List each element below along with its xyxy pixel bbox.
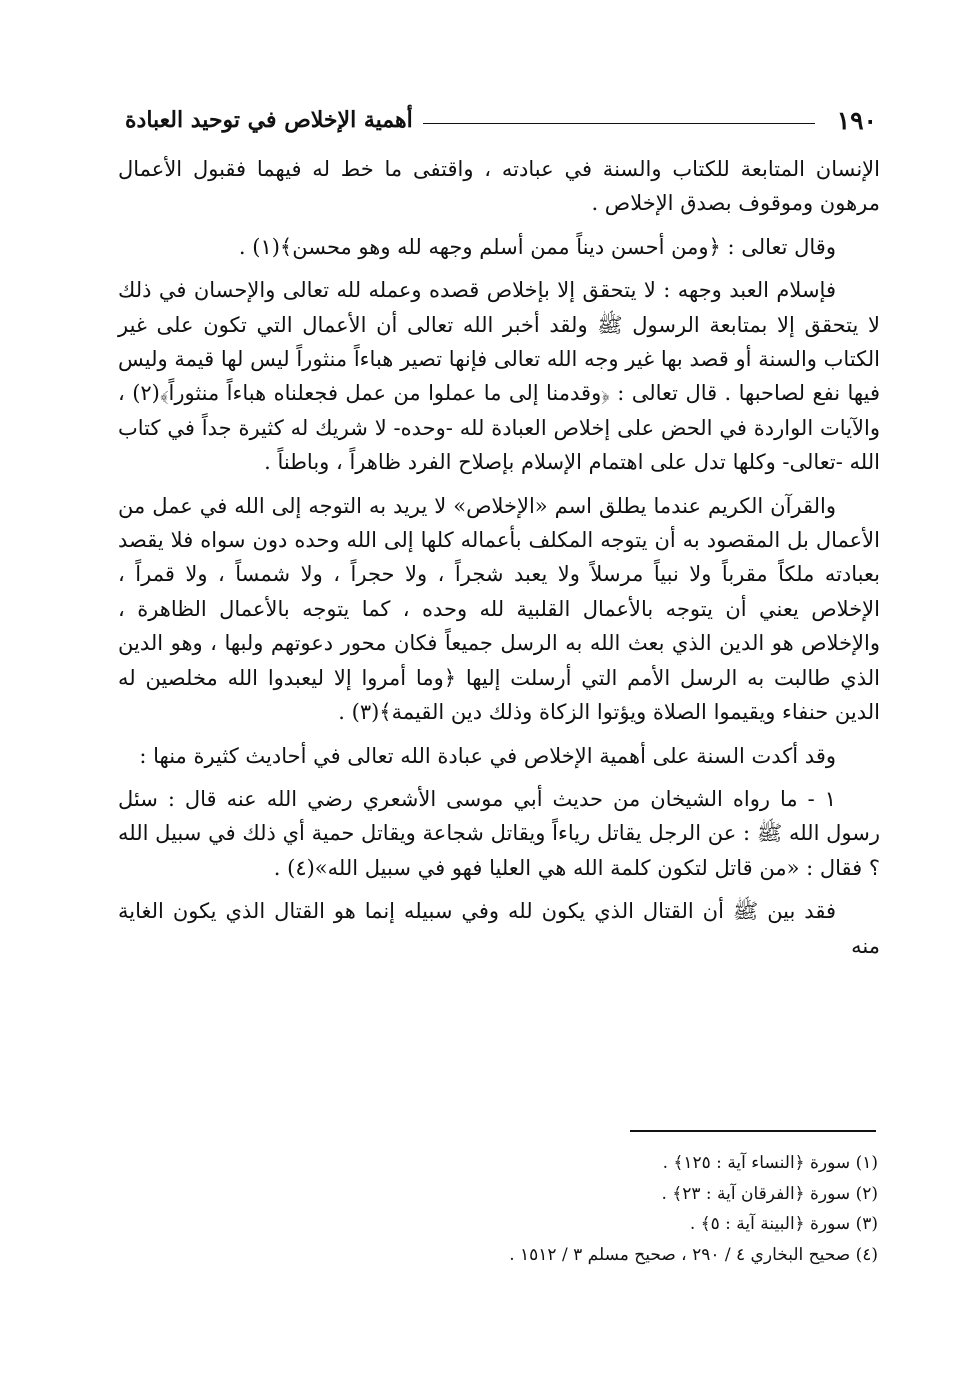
paragraph-quran-verse: وقال تعالى : ﴿ومن أحسن ديناً ممن أسلم وجهه لله وهو محسن﴾(١) . xyxy=(238,234,836,259)
running-title: أهمية الإخلاص في توحيد العبادة xyxy=(125,107,413,133)
page-number: ١٩٠ xyxy=(836,105,877,135)
paragraph-explanation: فقد بين ﷺ أن القتال الذي يكون لله وفي سبيله إنما هو القتال الذي يكون الغاية منه xyxy=(118,899,880,958)
footnote-4: (٤) صحيح البخاري ٤ / ٢٩٠ ، صحيح مسلم ٣ / ١٥١٢ . xyxy=(509,1244,878,1265)
paragraph-sunnah-intro: وقد أكدت السنة على أهمية الإخلاص في عبادة الله تعالى في أحاديث كثيرة منها : xyxy=(139,743,836,768)
paragraph-hadith-1: ١ - ما رواه الشيخان من حديث أبي موسى الأشعري رضي الله عنه قال : سئل رسول الله ﷺ : عن الرجل يقاتل رياءاً ويقاتل شجاعة ويقاتل حمية أي ذلك في سبيل الله ؟ فقال : «من قاتل لتكون كلمة الله هي العليا فهو في سبيل الله»(٤) . xyxy=(118,786,880,880)
footnote-2: (٢) سورة ﴿الفرقان آية : ٢٣﴾ . xyxy=(661,1183,878,1204)
footnotes xyxy=(300,1148,878,1270)
footnote-3: (٣) سورة ﴿البينة آية : ٥﴾ . xyxy=(689,1214,878,1234)
main-text xyxy=(118,152,880,972)
footnote-1: (١) سورة ﴿النساء آية : ١٢٥﴾ . xyxy=(662,1153,878,1173)
paragraph-islam-face: فإسلام العبد وجهه : لا يتحقق إلا بإخلاص قصده وعمله لله تعالى والإحسان في ذلك لا يتحقق إلا بمتابعة الرسول ﷺ ولقد أخبر الله تعالى أن الأعمال التي تكون على غير الكتاب والسنة أو قصد بها غير وجه الله تعالى فإنها تصير هباءاً منثوراً ليس لها قيمة وليس فيها نفع لصاحبها . قال تعالى : ﴿وقدمنا إلى ما عملوا من عمل فجعلناه هباءاً منثوراً﴾(٢) ، والآيات الواردة في الحض على إخلاص العبادة لله -وحده- لا شريك له كثيرة جداً في كتاب الله -تعالى- وكلها تدل على اهتمام الإسلام بإصلاح الفرد ظاهراً ، وباطناً . xyxy=(118,278,880,475)
footnote-separator xyxy=(630,1130,876,1132)
page-header xyxy=(125,100,877,140)
header-rule xyxy=(423,123,815,124)
paragraph-quran-ikhlas: والقرآن الكريم عندما يطلق اسم «الإخلاص» لا يريد به التوجه إلى الله في عمل من الأعمال بل المقصود به أن يتوجه المكلف بأعماله كلها إلى الله وحده دون سواه فلا يقصد بعبادته ملكاً مقرباً ولا نبياً مرسلاً ولا يعبد شجراً ، ولا حجراً ، ولا شمساً ، ولا قمراً ، الإخلاص يعني أن يتوجه بالأعمال القلبية لله وحده ، كما يتوجه بالأعمال الظاهرة ، والإخلاص هو الدين الذي بعث الله به الرسل جميعاً فكان محور دعوتهم ولبها ، وهو الدين الذي طالبت به الرسل الأمم التي أرسلت إليها ﴿وما أمروا إلا ليعبدوا الله مخلصين له الدين حنفاء ويقيموا الصلاة ويؤتوا الزكاة وذلك دين القيمة﴾(٣) . xyxy=(118,493,880,725)
paragraph-continuation: الإنسان المتابعة للكتاب والسنة في عبادته ، واقتفى ما خط له فيهما فقبول الأعمال مرهون وموقوف بصدق الإخلاص . xyxy=(118,157,880,216)
